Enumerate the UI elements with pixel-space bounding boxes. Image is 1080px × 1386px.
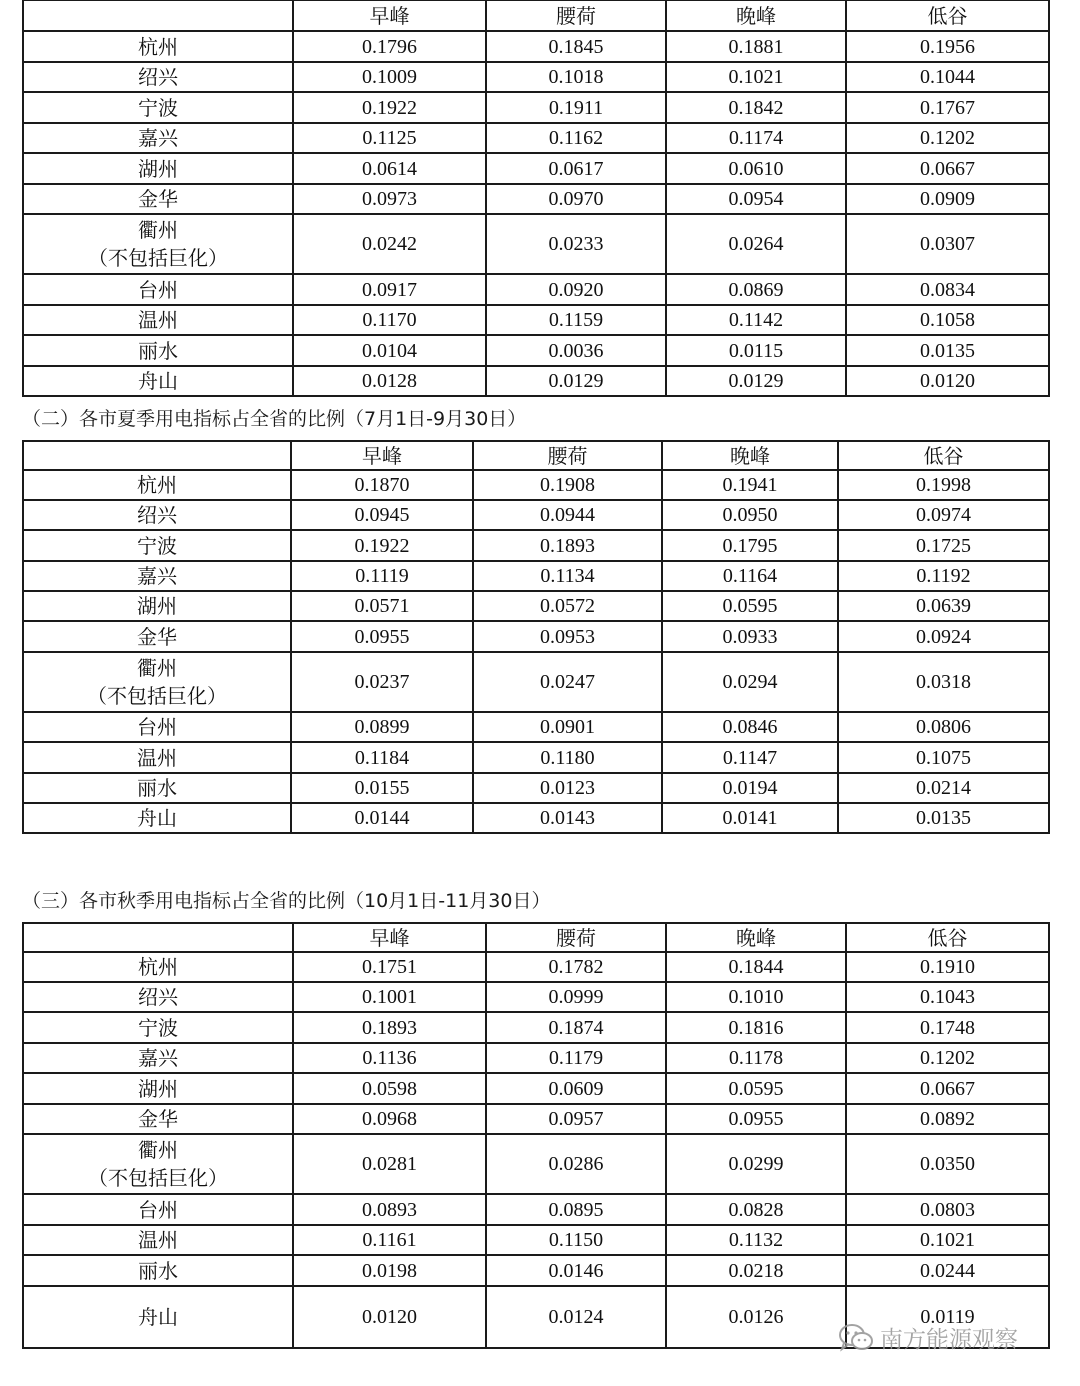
- city-cell: [23, 1225, 293, 1255]
- value-cell: 0.1881: [666, 31, 846, 62]
- city-cell: [23, 153, 293, 184]
- city-cell: [23, 214, 293, 274]
- table-row: [23, 92, 1049, 123]
- column-header: 腰荷: [486, 923, 666, 952]
- city-cell: [23, 1134, 293, 1194]
- table-row: [23, 500, 1049, 530]
- city-cell: [23, 712, 291, 742]
- city-cell: [23, 591, 291, 621]
- value-cell: 0.1044: [846, 62, 1049, 92]
- value-cell: 0.0954: [666, 184, 846, 214]
- value-cell: 0.0350: [846, 1134, 1049, 1194]
- value-cell: 0.1136: [293, 1043, 486, 1073]
- value-cell: 0.0264: [666, 214, 846, 274]
- city-cell: [23, 274, 293, 305]
- column-header: 低谷: [838, 441, 1049, 470]
- value-cell: 0.1132: [666, 1225, 846, 1255]
- city-cell: [23, 1012, 293, 1043]
- table-header-row: [23, 0, 1049, 31]
- city-name: 金华: [138, 1107, 178, 1131]
- value-cell: 0.0667: [846, 1073, 1049, 1104]
- value-cell: 0.0242: [293, 214, 486, 274]
- city-cell: [23, 1073, 293, 1104]
- city-cell: [23, 621, 291, 652]
- column-header: 早峰: [291, 441, 473, 470]
- value-cell: 0.1161: [293, 1225, 486, 1255]
- table-row: [23, 1104, 1049, 1134]
- table-row: [23, 1225, 1049, 1255]
- watermark: [838, 1321, 1018, 1354]
- city-name: 衢州: [138, 1138, 178, 1162]
- value-cell: 0.1874: [486, 1012, 666, 1043]
- value-cell: 0.0135: [838, 803, 1049, 833]
- table-row: [23, 366, 1049, 396]
- city-name: 金华: [138, 187, 178, 211]
- table-row: [23, 621, 1049, 652]
- value-cell: 0.1202: [846, 123, 1049, 153]
- city-name: 杭州: [138, 34, 178, 59]
- table-row: [23, 652, 1049, 712]
- table-row: [23, 1012, 1049, 1043]
- value-cell: 0.1796: [293, 31, 486, 62]
- value-cell: 0.1159: [486, 305, 666, 335]
- ratio-table-summer: [22, 440, 1050, 834]
- value-cell: 0.1150: [486, 1225, 666, 1255]
- value-cell: 0.0834: [846, 274, 1049, 305]
- value-cell: 0.0595: [666, 1073, 846, 1104]
- value-cell: 0.0572: [473, 591, 662, 621]
- table-row: [23, 470, 1049, 500]
- column-header: 晚峰: [666, 0, 846, 31]
- city-name: 丽水: [138, 338, 178, 363]
- value-cell: 0.1184: [291, 742, 473, 773]
- value-cell: 0.0214: [838, 773, 1049, 803]
- value-cell: 0.0924: [838, 621, 1049, 652]
- table-row: [23, 712, 1049, 742]
- city-cell: [23, 123, 293, 153]
- city-cell: [23, 773, 291, 803]
- city-name: 绍兴: [138, 985, 178, 1009]
- value-cell: 0.1134: [473, 561, 662, 591]
- city-cell: [23, 1043, 293, 1073]
- value-cell: 0.1795: [662, 530, 838, 561]
- table-row: [23, 305, 1049, 335]
- city-cell: [23, 305, 293, 335]
- value-cell: 0.1782: [486, 952, 666, 982]
- value-cell: 0.0933: [662, 621, 838, 652]
- city-name: 舟山: [138, 369, 178, 393]
- table-row: [23, 952, 1049, 982]
- city-cell: [23, 31, 293, 62]
- value-cell: 0.0141: [662, 803, 838, 833]
- column-header: 晚峰: [666, 923, 846, 952]
- value-cell: 0.0247: [473, 652, 662, 712]
- value-cell: 0.0123: [473, 773, 662, 803]
- city-note: （不包括巨化）: [88, 246, 228, 270]
- value-cell: 0.1010: [666, 982, 846, 1012]
- value-cell: 0.0036: [486, 335, 666, 366]
- value-cell: 0.0124: [486, 1286, 666, 1348]
- city-name: 舟山: [137, 806, 177, 830]
- table-row: [23, 591, 1049, 621]
- value-cell: 0.0198: [293, 1255, 486, 1286]
- table-row: [23, 742, 1049, 773]
- value-cell: 0.1125: [293, 123, 486, 153]
- value-cell: 0.1842: [666, 92, 846, 123]
- value-cell: 0.0237: [291, 652, 473, 712]
- city-name: 温州: [137, 745, 177, 770]
- value-cell: 0.0970: [486, 184, 666, 214]
- value-cell: 0.0639: [838, 591, 1049, 621]
- city-name: 湖州: [138, 156, 178, 181]
- value-cell: 0.1058: [846, 305, 1049, 335]
- value-cell: 0.1202: [846, 1043, 1049, 1073]
- table-row: [23, 1255, 1049, 1286]
- city-cell: [23, 1194, 293, 1225]
- value-cell: 0.0120: [846, 366, 1049, 396]
- city-cell: [23, 652, 291, 712]
- city-note: （不包括巨化）: [87, 684, 227, 708]
- column-header: 腰荷: [473, 441, 662, 470]
- table-header-row: [23, 923, 1049, 952]
- value-cell: 0.1170: [293, 305, 486, 335]
- city-name: 宁波: [138, 1015, 178, 1040]
- city-cell: [23, 803, 291, 833]
- city-name: 嘉兴: [138, 1046, 178, 1070]
- value-cell: 0.0104: [293, 335, 486, 366]
- value-cell: 0.0957: [486, 1104, 666, 1134]
- value-cell: 0.1922: [291, 530, 473, 561]
- city-name: 宁波: [138, 95, 178, 120]
- header-corner: [23, 923, 293, 952]
- value-cell: 0.0119: [846, 1286, 1049, 1348]
- city-cell: [23, 335, 293, 366]
- city-cell: [23, 62, 293, 92]
- value-cell: 0.0144: [291, 803, 473, 833]
- value-cell: 0.0128: [293, 366, 486, 396]
- table-row: [23, 1134, 1049, 1194]
- value-cell: 0.1893: [293, 1012, 486, 1043]
- city-name: 台州: [138, 277, 178, 302]
- value-cell: 0.0146: [486, 1255, 666, 1286]
- value-cell: 0.0194: [662, 773, 838, 803]
- column-header: 低谷: [846, 0, 1049, 31]
- header-corner: [23, 0, 293, 31]
- value-cell: 0.0120: [293, 1286, 486, 1348]
- header-corner: [23, 441, 291, 470]
- value-cell: 0.1179: [486, 1043, 666, 1073]
- table-row: [23, 153, 1049, 184]
- value-cell: 0.1021: [846, 1225, 1049, 1255]
- table-row: [23, 982, 1049, 1012]
- value-cell: 0.1908: [473, 470, 662, 500]
- value-cell: 0.0129: [666, 366, 846, 396]
- value-cell: 0.0901: [473, 712, 662, 742]
- table-row: [23, 773, 1049, 803]
- value-cell: 0.0909: [846, 184, 1049, 214]
- city-name: 湖州: [137, 594, 177, 618]
- value-cell: 0.0920: [486, 274, 666, 305]
- value-cell: 0.0244: [846, 1255, 1049, 1286]
- value-cell: 0.1174: [666, 123, 846, 153]
- value-cell: 0.0571: [291, 591, 473, 621]
- city-cell: [23, 1104, 293, 1134]
- value-cell: 0.0115: [666, 335, 846, 366]
- value-cell: 0.1192: [838, 561, 1049, 591]
- city-name: 湖州: [138, 1076, 178, 1101]
- city-name: 宁波: [137, 533, 177, 558]
- value-cell: 0.0950: [662, 500, 838, 530]
- value-cell: 0.1941: [662, 470, 838, 500]
- city-name: 杭州: [138, 955, 178, 979]
- city-cell: [23, 952, 293, 982]
- column-header: 晚峰: [662, 441, 838, 470]
- value-cell: 0.1910: [846, 952, 1049, 982]
- value-cell: 0.0895: [486, 1194, 666, 1225]
- value-cell: 0.0595: [662, 591, 838, 621]
- value-cell: 0.1751: [293, 952, 486, 982]
- value-cell: 0.1180: [473, 742, 662, 773]
- value-cell: 0.0893: [293, 1194, 486, 1225]
- value-cell: 0.0917: [293, 274, 486, 305]
- city-cell: [23, 1255, 293, 1286]
- value-cell: 0.0218: [666, 1255, 846, 1286]
- value-cell: 0.1178: [666, 1043, 846, 1073]
- table-row: [23, 214, 1049, 274]
- table-row: [23, 123, 1049, 153]
- value-cell: 0.0299: [666, 1134, 846, 1194]
- table-row: [23, 1194, 1049, 1225]
- value-cell: 0.0617: [486, 153, 666, 184]
- city-name: 台州: [137, 715, 177, 739]
- city-name: 杭州: [137, 473, 177, 497]
- value-cell: 0.0609: [486, 1073, 666, 1104]
- column-header: 早峰: [293, 0, 486, 31]
- table-row: [23, 335, 1049, 366]
- section-caption-summer: （二）各市夏季用电指标占全省的比例（7月1日-9月30日）: [22, 408, 527, 430]
- city-name: 温州: [138, 308, 178, 332]
- value-cell: 0.1075: [838, 742, 1049, 773]
- value-cell: 0.0129: [486, 366, 666, 396]
- city-name: 丽水: [138, 1258, 178, 1283]
- value-cell: 0.1844: [666, 952, 846, 982]
- city-name: 绍兴: [137, 503, 177, 527]
- value-cell: 0.1767: [846, 92, 1049, 123]
- value-cell: 0.1725: [838, 530, 1049, 561]
- city-name: 舟山: [138, 1305, 178, 1329]
- value-cell: 0.1018: [486, 62, 666, 92]
- table-row: [23, 1043, 1049, 1073]
- value-cell: 0.0974: [838, 500, 1049, 530]
- city-cell: [23, 366, 293, 396]
- table-row: [23, 803, 1049, 833]
- value-cell: 0.1893: [473, 530, 662, 561]
- value-cell: 0.0155: [291, 773, 473, 803]
- ratio-table-autumn: [22, 922, 1050, 1349]
- value-cell: 0.0598: [293, 1073, 486, 1104]
- section-caption-autumn: （三）各市秋季用电指标占全省的比例（10月1日-11月30日）: [22, 890, 551, 912]
- value-cell: 0.1164: [662, 561, 838, 591]
- city-cell: [23, 982, 293, 1012]
- table-row: [23, 1073, 1049, 1104]
- city-cell: [23, 561, 291, 591]
- column-header: 低谷: [846, 923, 1049, 952]
- value-cell: 0.0281: [293, 1134, 486, 1194]
- table-row: [23, 274, 1049, 305]
- value-cell: 0.1956: [846, 31, 1049, 62]
- value-cell: 0.1922: [293, 92, 486, 123]
- city-name: 嘉兴: [138, 126, 178, 150]
- value-cell: 0.0610: [666, 153, 846, 184]
- value-cell: 0.1911: [486, 92, 666, 123]
- value-cell: 0.0294: [662, 652, 838, 712]
- city-cell: [23, 92, 293, 123]
- city-name: 台州: [138, 1197, 178, 1222]
- value-cell: 0.0307: [846, 214, 1049, 274]
- value-cell: 0.0806: [838, 712, 1049, 742]
- city-name: 丽水: [137, 776, 177, 800]
- city-cell: [23, 500, 291, 530]
- value-cell: 0.0973: [293, 184, 486, 214]
- city-name: 衢州: [137, 656, 177, 680]
- watermark-text: 南方能源观察: [880, 1327, 1018, 1353]
- value-cell: 0.0846: [662, 712, 838, 742]
- city-cell: [23, 470, 291, 500]
- value-cell: 0.0667: [846, 153, 1049, 184]
- value-cell: 0.0803: [846, 1194, 1049, 1225]
- value-cell: 0.0869: [666, 274, 846, 305]
- value-cell: 0.0318: [838, 652, 1049, 712]
- city-note: （不包括巨化）: [88, 1166, 228, 1190]
- table-row: [23, 31, 1049, 62]
- column-header: 早峰: [293, 923, 486, 952]
- value-cell: 0.0944: [473, 500, 662, 530]
- value-cell: 0.0828: [666, 1194, 846, 1225]
- table-row: [23, 62, 1049, 92]
- table-row: [23, 184, 1049, 214]
- value-cell: 0.0233: [486, 214, 666, 274]
- value-cell: 0.1816: [666, 1012, 846, 1043]
- value-cell: 0.1142: [666, 305, 846, 335]
- city-cell: [23, 1286, 293, 1348]
- value-cell: 0.0286: [486, 1134, 666, 1194]
- value-cell: 0.1845: [486, 31, 666, 62]
- value-cell: 0.1043: [846, 982, 1049, 1012]
- city-cell: [23, 530, 291, 561]
- value-cell: 0.0614: [293, 153, 486, 184]
- value-cell: 0.1998: [838, 470, 1049, 500]
- city-name: 嘉兴: [137, 564, 177, 588]
- value-cell: 0.0135: [846, 335, 1049, 366]
- value-cell: 0.0999: [486, 982, 666, 1012]
- value-cell: 0.1147: [662, 742, 838, 773]
- city-cell: [23, 184, 293, 214]
- value-cell: 0.1119: [291, 561, 473, 591]
- city-name: 绍兴: [138, 65, 178, 89]
- city-name: 金华: [137, 624, 177, 649]
- city-cell: [23, 742, 291, 773]
- value-cell: 0.0143: [473, 803, 662, 833]
- column-header: 腰荷: [486, 0, 666, 31]
- value-cell: 0.0892: [846, 1104, 1049, 1134]
- value-cell: 0.1870: [291, 470, 473, 500]
- value-cell: 0.1748: [846, 1012, 1049, 1043]
- table-row: [23, 561, 1049, 591]
- value-cell: 0.1162: [486, 123, 666, 153]
- table-header-row: [23, 441, 1049, 470]
- value-cell: 0.0955: [666, 1104, 846, 1134]
- table-row: [23, 530, 1049, 561]
- city-name: 温州: [138, 1228, 178, 1252]
- value-cell: 0.0899: [291, 712, 473, 742]
- value-cell: 0.0955: [291, 621, 473, 652]
- value-cell: 0.0953: [473, 621, 662, 652]
- wechat-icon: [838, 1323, 874, 1353]
- value-cell: 0.0945: [291, 500, 473, 530]
- ratio-table-section-1: [22, 0, 1050, 397]
- value-cell: 0.1009: [293, 62, 486, 92]
- city-name: 衢州: [138, 218, 178, 242]
- value-cell: 0.1001: [293, 982, 486, 1012]
- value-cell: 0.1021: [666, 62, 846, 92]
- value-cell: 0.0968: [293, 1104, 486, 1134]
- value-cell: 0.0126: [666, 1286, 846, 1348]
